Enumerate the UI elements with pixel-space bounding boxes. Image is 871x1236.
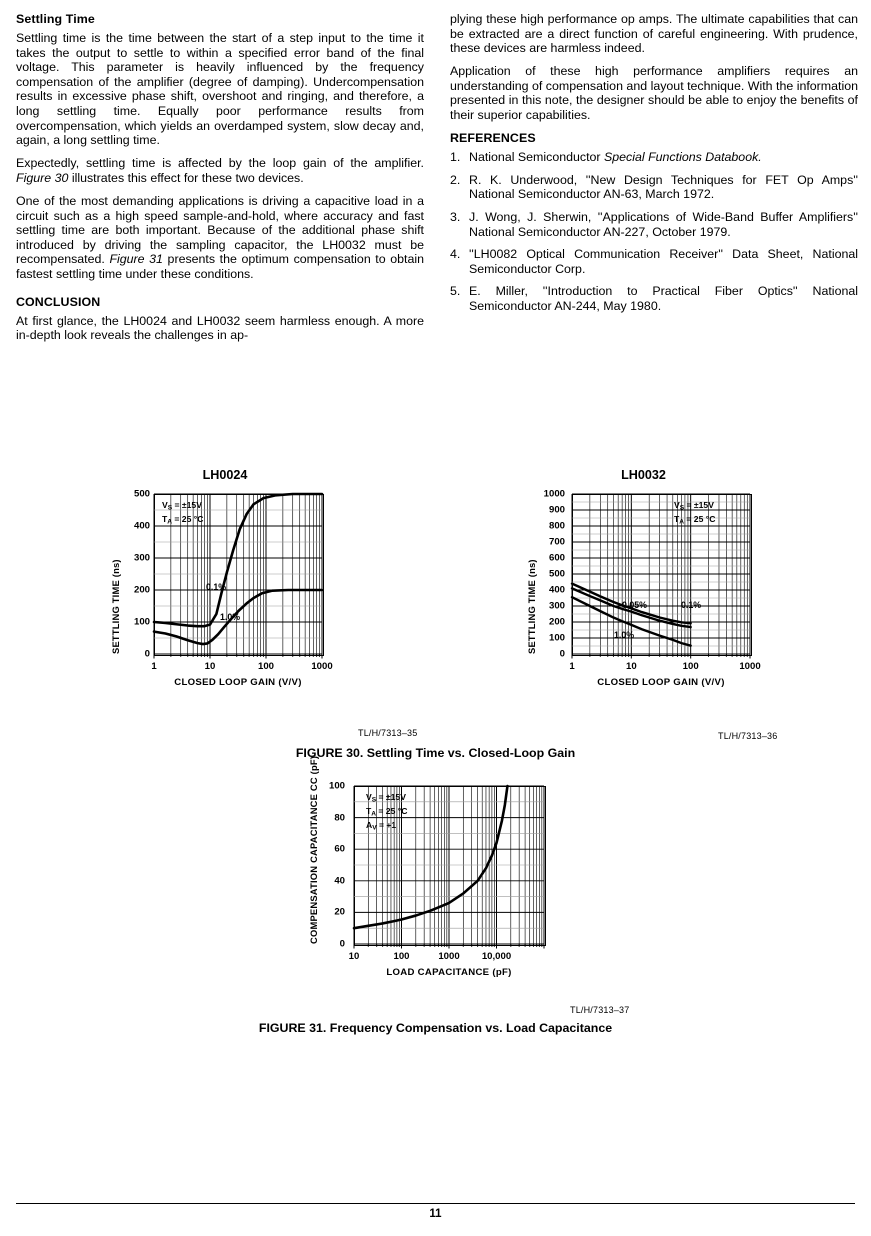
y-axis-tick-label: 300 [548,600,565,612]
right-column [450,12,858,343]
para2-text-a: Expectedly, settling time is affected by the loop gain of the amplifier. [16,156,424,171]
x-axis-tick-label: 10 [204,661,216,672]
y-axis-tick-label: 100 [133,616,150,628]
annotation-ambient-temperature: $T_A = 25$ °C [366,805,408,818]
reference-item [450,247,858,276]
heading-references: REFERENCES [450,131,536,146]
y-axis-label-text: COMPENSATION CAPACITANCE C [308,784,319,944]
reference-item [450,284,858,313]
curve-label: 0.05% [622,600,647,610]
paragraph-capacitive-load [16,194,424,282]
y-axis-tick-label: 400 [548,584,565,596]
y-axis-label-subscript: C [308,777,319,785]
y-axis-tick-label: 800 [548,520,565,532]
reference-text: ''LH0082 Optical Communication Receiver'' Data Sheet, National Semiconductor Corp. [469,247,858,276]
annotation-ambient-temperature: $T_A = 25$ °C [674,513,716,526]
y-axis-tick-label: 60 [334,843,345,855]
x-axis-tick-label: 1000 [311,661,333,672]
y-axis-tick-label: 200 [548,616,565,628]
figure-30-reference: Figure 30 [16,170,69,185]
reference-text: National Semiconductor [469,150,604,165]
reference-number: 5. [450,284,461,299]
figure-31-reference: Figure 31 [109,252,163,267]
y-axis-tick-label: 40 [334,875,345,887]
x-axis-tick-label: 10,000 [481,951,512,962]
reference-text: E. Miller, ''Introduction to Practical Fiber Optics'' National Semiconductor AN-244, May 1980. [469,284,858,313]
y-axis-tick-label: 400 [133,520,150,532]
y-axis-label: SETTLING TIME (ns) [526,559,537,654]
heading-settling-time: Settling Time [16,12,95,26]
y-axis-tick-label: 0 [339,938,345,950]
chart-title-lh0032: LH0032 [621,468,666,482]
annotation-supply-voltage: $V_S = \pm 15V$ [162,500,202,512]
footer-divider [16,1203,855,1204]
para2-text-b: illustrates this effect for these two devices. [71,170,304,185]
reference-number: 2. [450,172,461,187]
reference-item [450,150,858,165]
plot-area-lh0032 [516,488,771,708]
y-axis-label-unit: (pF) [308,755,319,778]
y-axis-tick-label: 500 [133,488,150,500]
left-column [16,12,424,343]
paragraph-continuation: plying these high performance op amps. The ultimate capabilities that can be extracted are a direct function of careful engineering. With prudence, these devices are harmless indeed. [450,12,858,56]
x-axis-tick-label: 1 [151,661,157,672]
y-axis-tick-label: 80 [334,812,345,824]
y-axis-tick-label: 700 [548,536,565,548]
figure-31-code: TL/H/7313–37 [570,1005,630,1015]
y-axis-tick-label: 900 [548,504,565,516]
annotation-voltage-gain: $A_V = +1$ [366,819,397,832]
plot-area-lh0024 [100,488,350,708]
paragraph-loop-gain [16,156,424,185]
reference-item [450,210,858,239]
annotation-supply-voltage: $V_S = \pm 15V$ [674,500,714,512]
x-axis-label: CLOSED LOOP GAIN (V/V) [174,677,302,688]
chart-title-lh0024: LH0024 [202,468,248,482]
y-axis-tick-label: 100 [328,780,345,792]
reference-title-italic: Special Functions Databook. [604,150,762,165]
chart-conditions-annotation [162,500,203,528]
annotation-supply-voltage: $V_S = \pm 15V$ [366,792,406,804]
x-axis-tick-label: 100 [393,951,410,962]
y-axis-label [308,756,319,944]
x-axis-tick-label: 1 [569,661,575,672]
figure-code-left: TL/H/7313–35 [358,728,418,738]
curve-label: 1.0% [614,630,635,640]
curve-label: 0.1% [681,600,702,610]
y-axis-tick-label: 500 [548,568,565,580]
page-number: 11 [429,1208,442,1220]
figure-code-right: TL/H/7313–36 [718,731,778,741]
figure-compensation [300,755,560,995]
figure-30-caption: FIGURE 30. Settling Time vs. Closed-Loop Gain [295,746,576,760]
plot-area-compensation [300,755,560,995]
paragraph-conclusion: At first glance, the LH0024 and LH0032 seem harmless enough. A more in-depth look reveals the challenges in ap- [16,313,424,343]
x-axis-tick-label: 1000 [739,661,761,672]
x-axis-tick-label: 10 [348,951,360,962]
reference-number: 1. [450,150,461,165]
x-axis-label: LOAD CAPACITANCE (pF) [386,967,512,978]
y-axis-tick-label: 20 [334,906,345,918]
chart-conditions-annotation [366,792,407,834]
chart-conditions-annotation [674,500,715,528]
x-axis-tick-label: 100 [257,661,275,672]
two-column-text [16,12,858,343]
y-axis-tick-label: 0 [559,648,565,660]
reference-text: J. Wong, J. Sherwin, ''Applications of Wide-Band Buffer Amplifiers'' National Semiconductor AN-227, October 1979. [469,209,858,239]
paragraph-settling-definition: Settling time is the time between the start of a step input to the time it takes the output to settle to within a specified error band of the final voltage. This parameter is heavily influenced by the frequency compensation of the amplifier (degree of damping). Undercompensation results in excessive phase shift, overshoot and ringing, and therefore, a long settling time. Equally poor performance results from overcompensation, which yields an overdamped system, slow decay and, again, a long settling time. [16,31,424,148]
y-axis-tick-label: 100 [548,632,565,644]
y-axis-tick-label: 0 [144,648,150,660]
para3-text-b: presents the optimum compensation to obtain fastest settling time under these conditions. [16,252,424,281]
references-list [450,150,858,313]
para3-text-a: One of the most demanding applications is driving a capacitive load in a circuit such as a high speed sample-and-hold, where accuracy and fast settling time are both important. Because of the additional phase shift introduced by driving the sampling capacitor, the LH0032 must be recompensated. [16,193,424,267]
y-axis-tick-label: 1000 [543,488,565,500]
y-axis-tick-label: 600 [548,552,565,564]
x-axis-tick-label: 1000 [438,951,460,962]
y-axis-label: SETTLING TIME (ns) [110,559,121,654]
curve-label: 1.0% [220,612,241,622]
x-axis-label: CLOSED LOOP GAIN (V/V) [597,677,725,688]
figure-31-caption: FIGURE 31. Frequency Compensation vs. Load Capacitance [258,1021,613,1035]
annotation-ambient-temperature: $T_A = 25$ °C [162,513,204,526]
reference-item [450,173,858,202]
figure-lh0024 [100,468,350,708]
reference-number: 3. [450,209,461,224]
y-axis-tick-label: 200 [133,584,150,596]
x-axis-tick-label: 10 [625,661,637,672]
figure-lh0032 [516,468,771,708]
curve-label: 0.1% [206,582,227,592]
y-axis-tick-label: 300 [133,552,150,564]
reference-number: 4. [450,247,461,262]
x-axis-tick-label: 100 [682,661,699,672]
heading-conclusion: CONCLUSION [16,294,101,309]
paragraph-application: Application of these high performance amplifiers requires an understanding of compensation and layout technique. With the information presented in this note, the designer should be able to enjoy the benefits of their superior capabilities. [450,64,858,123]
reference-text: R. K. Underwood, ''New Design Techniques for FET Op Amps'' National Semiconductor AN-63, March 1972. [469,172,858,202]
